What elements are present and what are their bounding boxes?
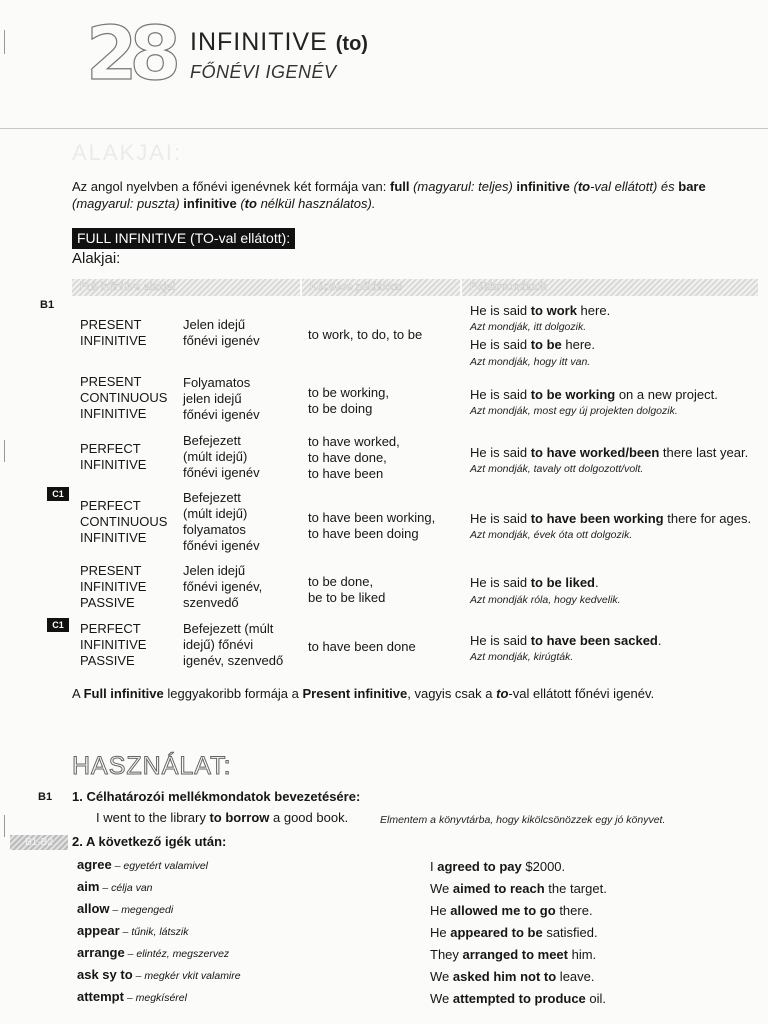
- verb-list: [77, 856, 767, 1010]
- formation-examples: to be done, be to be liked: [308, 574, 386, 605]
- infinitive-name: PRESENT INFINITIVE PASSIVE: [80, 563, 147, 610]
- hungarian-name: Befejezett (múlt idejű) főnévi igenév: [183, 433, 260, 480]
- margin-mark: [4, 30, 5, 54]
- level-badge: C1: [47, 618, 69, 632]
- level-label: B1: [38, 791, 53, 803]
- chapter-number: 28: [86, 11, 173, 97]
- title-to: (to): [335, 33, 368, 55]
- list-item: attempt – megkísérel We attempted to produce oil.: [77, 989, 607, 1006]
- hungarian-name: Folyamatos jelen idejű főnévi igenév: [183, 375, 260, 422]
- table-header-formation: Képzése példákkal: [302, 279, 460, 296]
- full-infinitive-heading: FULL INFINITIVE (TO-val ellátott):: [72, 228, 295, 249]
- infinitive-name: PERFECT INFINITIVE: [80, 441, 147, 472]
- example-translation: Azt mondják, hogy itt van.: [470, 356, 591, 368]
- example-sentence: He is said to be liked.: [470, 575, 599, 590]
- example-sentence: He is said to work here.: [470, 303, 611, 318]
- infinitive-name: PRESENT INFINITIVE: [80, 317, 147, 348]
- divider: [0, 128, 768, 129]
- level-label: B1: [40, 299, 55, 311]
- example-translation: Azt mondják, itt dolgozik.: [470, 321, 587, 333]
- formation-examples: to have worked, to have done, to have been: [308, 434, 400, 481]
- usage-section-title: 1. Célhatározói mellékmondatok bevezetésére:: [72, 789, 361, 804]
- list-item: allow – megengedi He allowed me to go there.: [77, 901, 593, 918]
- note-paragraph: A Full infinitive leggyakoribb formája a Present infinitive, vagyis csak a to-val ellátott főnévi igenév.: [72, 686, 655, 701]
- hungarian-name: Befejezett (múlt idejű) főnévi igenév, szenvedő: [183, 621, 284, 668]
- list-item: agree – egyetért valamivel I agreed to pay $2000.: [77, 857, 566, 874]
- title-main: INFINITIVE: [190, 28, 328, 56]
- example-translation: Azt mondják róla, hogy kedvelik.: [470, 594, 621, 606]
- hungarian-name: Jelen idejű főnévi igenév: [183, 317, 260, 348]
- formation-examples: to be working, to be doing: [308, 385, 389, 416]
- infinitive-name: PERFECT CONTINUOUS INFINITIVE: [80, 498, 168, 545]
- margin-mark: [4, 440, 5, 462]
- example-sentence: He is said to be here.: [470, 337, 596, 352]
- margin-mark: [4, 815, 5, 837]
- example-translation: Azt mondják, kirúgták.: [470, 651, 574, 663]
- list-item: ask sy to – megkér vkit valamire We asked him not to leave.: [77, 967, 595, 984]
- list-item: aim – célja van We aimed to reach the target.: [77, 879, 607, 896]
- chapter-title: [190, 28, 368, 57]
- formation-examples: to have been done: [308, 639, 416, 654]
- example-sentence: He is said to have worked/been there last year.: [470, 445, 749, 460]
- usage-example: I went to the library to borrow a good book.: [96, 810, 349, 825]
- hungarian-name: Jelen idejű főnévi igenév, szenvedő: [183, 563, 263, 610]
- infinitive-name: PRESENT CONTINUOUS INFINITIVE: [80, 374, 168, 421]
- hungarian-name: Befejezett (múlt idejű) folyamatos főnévi igenév: [183, 490, 260, 553]
- list-item: arrange – elintéz, megszervez They arranged to meet him.: [77, 945, 597, 962]
- usage-section-title: 2. A következő igék után:: [72, 834, 227, 849]
- level-badge: C1: [47, 487, 69, 501]
- table-header-examples: Példamondatok: [462, 279, 758, 296]
- chapter-subtitle: FŐNÉVI IGENÉV: [190, 62, 337, 82]
- example-translation: Azt mondják, most egy új projekten dolgozik.: [470, 405, 678, 417]
- example-sentence: He is said to have been working there for ages.: [470, 511, 752, 526]
- usage-heading: HASZNÁLAT:: [72, 752, 232, 780]
- formation-examples: to have been working, to have been doing: [308, 510, 436, 541]
- level-badge-faded: B1-B2: [10, 835, 68, 850]
- example-translation: Azt mondják, évek óta ott dolgozik.: [470, 529, 633, 541]
- infinitive-name: PERFECT INFINITIVE PASSIVE: [80, 621, 147, 668]
- example-sentence: He is said to have been sacked.: [470, 633, 662, 648]
- example-translation: Azt mondják, tavaly ott dolgozott/volt.: [470, 463, 644, 475]
- intro-paragraph: Az angol nyelvben a főnévi igenévnek két formája van: full (magyarul: teljes) infinitive (to-val ellátott) és bare (magyarul: puszta) infinitive (to nélkül használatos).: [72, 179, 706, 211]
- table-header-forms: Full infinitive alakjai: [72, 279, 300, 296]
- list-item: appear – tűnik, látszik He appeared to be satisfied.: [77, 923, 598, 940]
- faded-heading: ALAKJAI:: [72, 140, 183, 165]
- example-sentence: He is said to be working on a new project.: [470, 387, 718, 402]
- forms-label: Alakjai:: [72, 250, 121, 267]
- usage-translation: Elmentem a könyvtárba, hogy kikölcsönözzek egy jó könyvet.: [380, 814, 666, 826]
- formation-examples: to work, to do, to be: [308, 327, 423, 342]
